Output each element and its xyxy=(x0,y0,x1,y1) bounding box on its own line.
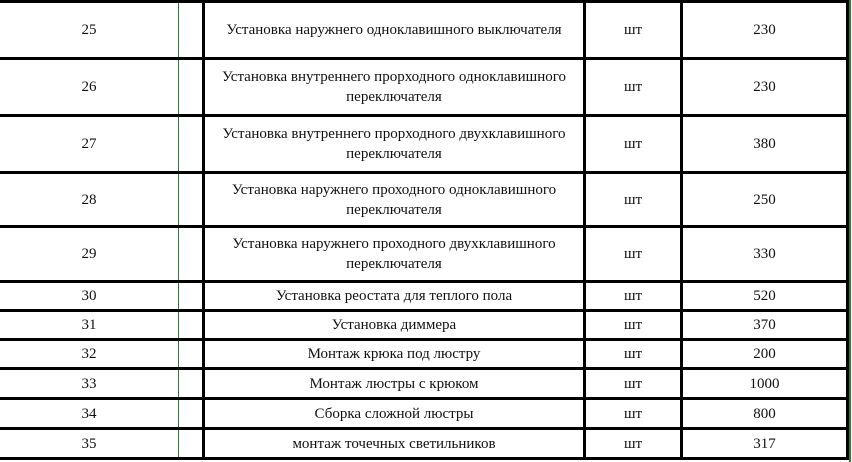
table-row xyxy=(0,400,849,430)
service-description: Сборка сложной люстры xyxy=(202,400,583,427)
table-row xyxy=(0,174,849,228)
empty-cell xyxy=(178,400,202,427)
table-row xyxy=(0,312,849,341)
service-description: Установка наружнего проходного одноклавишного переключателя xyxy=(202,174,583,225)
table-row xyxy=(0,370,849,400)
empty-cell xyxy=(178,174,202,225)
service-description: Установка реостата для теплого пола xyxy=(202,283,583,309)
empty-cell xyxy=(178,117,202,171)
row-number: 34 xyxy=(81,405,97,422)
price: 1000 xyxy=(680,370,849,397)
price: 520 xyxy=(680,283,849,309)
table-row xyxy=(0,0,849,60)
empty-cell xyxy=(178,3,202,57)
unit: шт xyxy=(583,283,680,309)
row-number: 35 xyxy=(81,435,97,452)
service-description: Установка внутреннего прорходного одноклавишного переключателя xyxy=(202,60,583,114)
empty-cell xyxy=(178,370,202,397)
service-description: Монтаж крюка под люстру xyxy=(202,341,583,367)
empty-cell xyxy=(178,60,202,114)
page-edge-line xyxy=(849,0,851,462)
unit: шт xyxy=(583,228,680,280)
row-number: 31 xyxy=(81,317,97,333)
empty-cell xyxy=(178,312,202,338)
price: 200 xyxy=(680,341,849,367)
unit: шт xyxy=(583,174,680,225)
service-description: Установка наружнего проходного двухклавишного переключателя xyxy=(202,228,583,280)
table-row xyxy=(0,283,849,312)
row-number: 29 xyxy=(81,246,97,262)
price: 370 xyxy=(680,312,849,338)
row-number: 33 xyxy=(81,375,97,392)
empty-cell xyxy=(178,341,202,367)
service-description: монтаж точечных светильников xyxy=(202,430,583,457)
unit: шт xyxy=(583,430,680,457)
service-description: Монтаж люстры с крюком xyxy=(202,370,583,397)
price: 317 xyxy=(680,430,849,457)
table-row xyxy=(0,117,849,174)
price: 250 xyxy=(680,174,849,225)
unit: шт xyxy=(583,117,680,171)
empty-cell xyxy=(178,430,202,457)
price: 230 xyxy=(680,60,849,114)
empty-cell xyxy=(178,228,202,280)
service-description: Установка наружнего одноклавишного выключателя xyxy=(202,3,583,57)
table-row xyxy=(0,341,849,370)
service-description: Установка диммера xyxy=(202,312,583,338)
unit: шт xyxy=(583,341,680,367)
price: 800 xyxy=(680,400,849,427)
row-number: 25 xyxy=(81,22,97,38)
row-number: 26 xyxy=(81,79,97,95)
unit: шт xyxy=(583,400,680,427)
table-row xyxy=(0,60,849,117)
table-row xyxy=(0,228,849,283)
unit: шт xyxy=(583,3,680,57)
service-description: Установка внутреннего прорходного двухклавишного переключателя xyxy=(202,117,583,171)
table-row xyxy=(0,430,849,460)
row-number: 30 xyxy=(81,288,97,304)
price: 230 xyxy=(680,3,849,57)
unit: шт xyxy=(583,312,680,338)
row-number: 28 xyxy=(81,191,97,208)
empty-cell xyxy=(178,283,202,309)
row-number: 27 xyxy=(81,136,97,152)
price: 380 xyxy=(680,117,849,171)
unit: шт xyxy=(583,370,680,397)
unit: шт xyxy=(583,60,680,114)
row-number: 32 xyxy=(81,346,97,362)
price: 330 xyxy=(680,228,849,280)
